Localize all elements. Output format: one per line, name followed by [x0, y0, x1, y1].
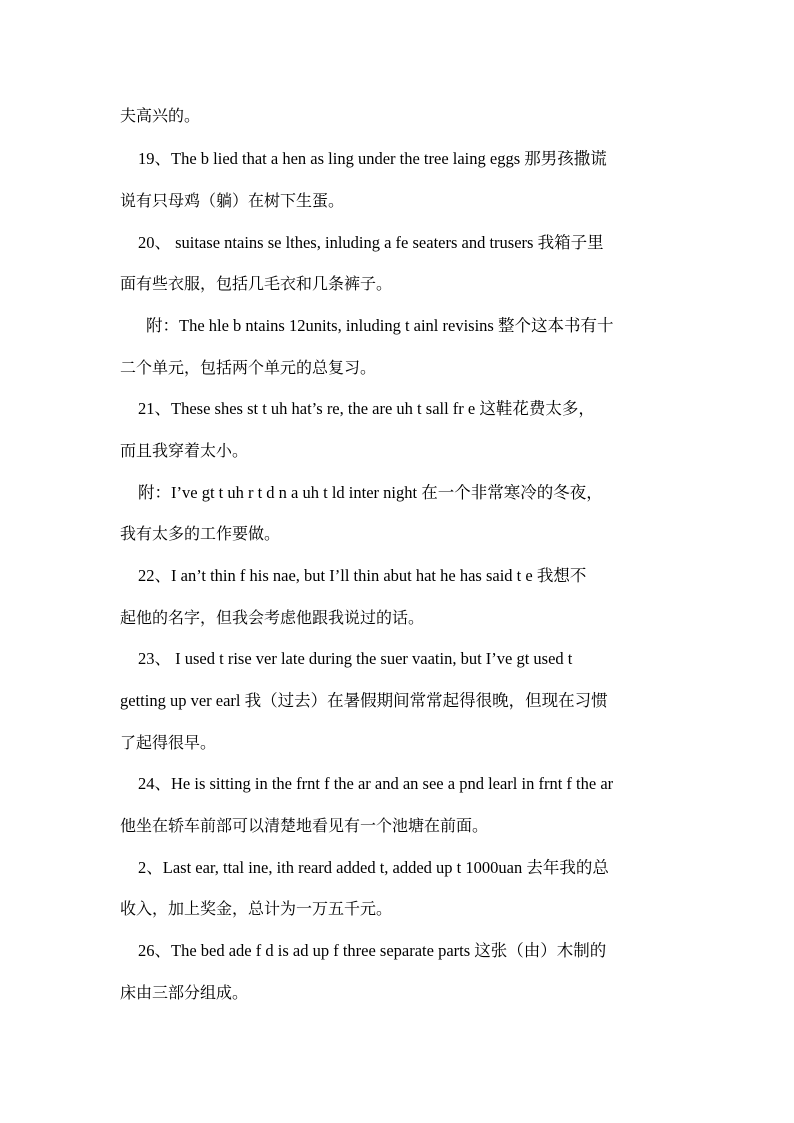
item-23-line-2: getting up ver earl 我（过去）在暑假期间常常起得很晚，但现在习惯: [120, 691, 608, 710]
item-22-line-1: 22、I an’t thin f his nae, but I’ll thin abut hat he has said t e 我想不: [138, 566, 587, 585]
item-20-line-1: 20、 suitase ntains se lthes, inluding a fe seaters and trusers 我箱子里: [138, 233, 604, 252]
item-19-line-2: 说有只母鸡（躺）在树下生蛋。: [120, 191, 345, 210]
item-20-line-2: 面有些衣服，包括几毛衣和几条裤子。: [120, 274, 393, 293]
item-21-line-2: 而且我穿着太小。: [120, 441, 249, 460]
item-19-line-1: 19、The b lied that a hen as ling under the tree laing eggs 那男孩撒谎: [138, 149, 607, 168]
item-23-line-1: 23、 I used t rise ver late during the suer vaatin, but I’ve gt used t: [138, 649, 573, 668]
appendix-1-line-2: 二个单元，包括两个单元的总复习。: [120, 358, 377, 377]
text-line-1: 夫高兴的。: [120, 106, 201, 125]
item-25-line-2: 收入，加上奖金，总计为一万五千元。: [120, 899, 393, 918]
appendix-2-line-2: 我有太多的工作要做。: [120, 524, 281, 543]
item-26-line-1: 26、The bed ade f d is ad up f three separate parts 这张（由）木制的: [138, 941, 607, 960]
item-24-line-2: 他坐在轿车前部可以清楚地看见有一个池塘在前面。: [120, 816, 489, 835]
appendix-2-line-1: 附：I’ve gt t uh r t d n a uh t ld inter night 在一个非常寒冷的冬夜，: [138, 483, 603, 502]
item-21-line-1: 21、These shes st t uh hat’s re, the are uh t sall fr e 这鞋花费太多，: [138, 399, 595, 418]
item-24-line-1: 24、He is sitting in the frnt f the ar and an see a pnd learl in frnt f the ar: [138, 774, 614, 793]
item-23-line-3: 了起得很早。: [120, 733, 217, 752]
appendix-1-line-1: 附：The hle b ntains 12units, inluding t ainl revisins 整个这本书有十: [146, 316, 614, 335]
item-22-line-2: 起他的名字，但我会考虑他跟我说过的话。: [120, 608, 425, 627]
item-25-line-1: 2、Last ear, ttal ine, ith reard added t, added up t 1000uan 去年我的总: [138, 858, 609, 877]
item-26-line-2: 床由三部分组成。: [120, 983, 249, 1002]
